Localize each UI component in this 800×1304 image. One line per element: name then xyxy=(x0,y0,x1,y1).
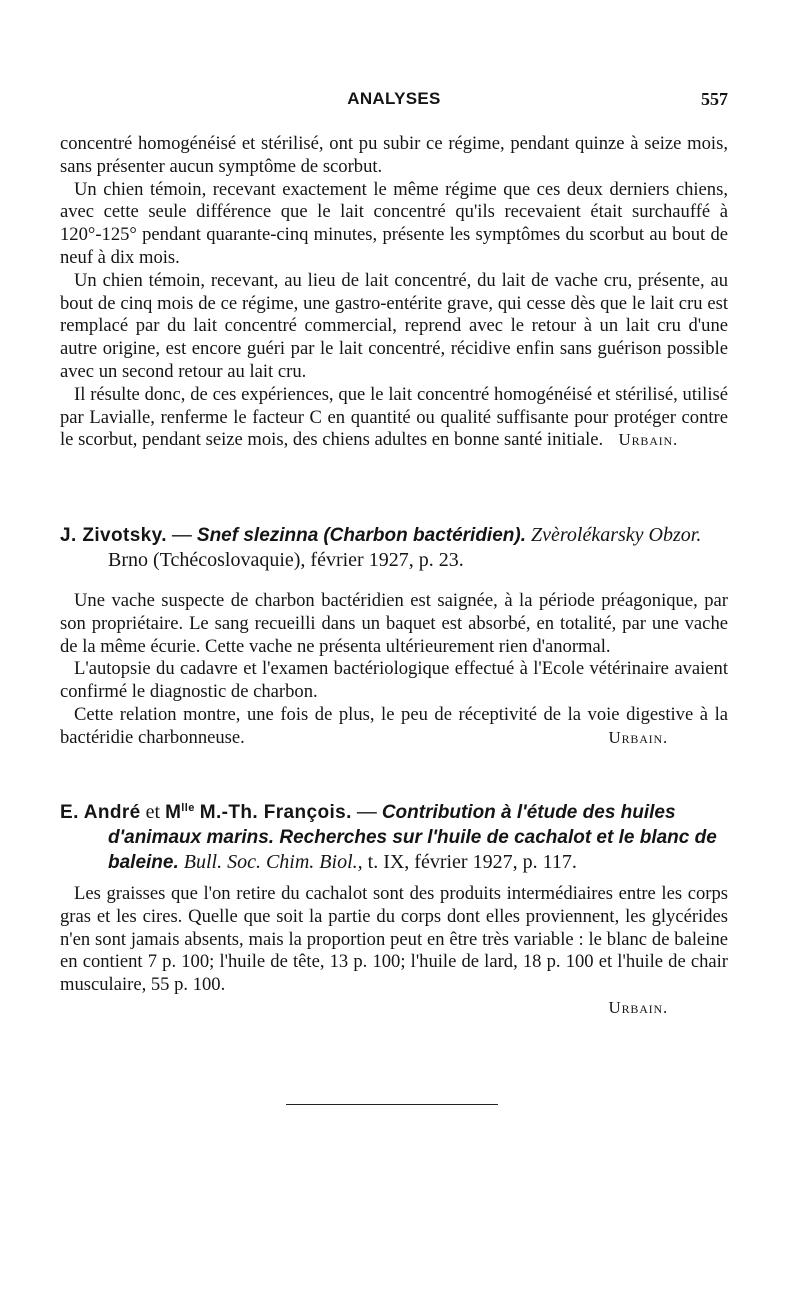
running-head xyxy=(60,88,728,112)
section-title: ANALYSES xyxy=(347,89,441,108)
article-title: Snef slezinna xyxy=(196,525,319,546)
em-dash: — xyxy=(356,801,377,823)
author-name: M.-Th. François. xyxy=(199,802,352,823)
reference-zivotsky xyxy=(60,523,728,573)
paragraph: L'autopsie du cadavre et l'examen bactériologique effectué à l'Ecole vétérinaire avaient confirmé le diagnostic de charbon. xyxy=(60,658,728,703)
page-number: 557 xyxy=(701,89,728,109)
abstract-andre-francois xyxy=(60,883,728,1020)
reviewer-signature: Urbain. xyxy=(608,727,668,747)
paragraph: Une vache suspecte de charbon bactéridien est saignée, à la période préagonique, par son propriétaire. Le sang recueilli dans un baquet est absorbé, en totalité, par une vache de la même écurie. Cette vache ne présenta ultérieurement rien d'anormal. xyxy=(60,590,728,657)
author-name: J. Zivotsky. xyxy=(60,525,167,546)
conjunction: et xyxy=(145,801,161,823)
paragraph: Cette relation montre, une fois de plus, le peu de réceptivité de la voie digestive à la bactéridie charbonneuse. xyxy=(60,703,728,748)
journal-name: Zvèrolékarsky Obzor. xyxy=(531,524,702,546)
publication-details: Brno (Tchécoslovaquie), février 1927, p. 23. xyxy=(108,549,464,571)
paragraph: Un chien témoin, recevant, au lieu de lait concentré, du lait de vache cru, présente, au bout de cinq mois de ce régime, une gastro-entérite grave, qui cesse dès que le lait cru est remplacé par du lait concentré commercial, reprend avec le retour à un lait cru d'une autre origine, est encore guéri par le lait concentré, récidive enfin sans guérison possible avec un second retour au lait cru. xyxy=(60,269,728,382)
reviewer-signature: Urbain. xyxy=(608,997,668,1017)
em-dash: — xyxy=(171,524,192,546)
abstract-continuation xyxy=(60,133,728,452)
article-title: Contribution à l'étude des huiles d'animaux marins. Recherches sur l'huile de cachalot et le blanc de baleine. xyxy=(108,802,717,873)
abstract-zivotsky xyxy=(60,590,728,750)
paragraph: Il résulte donc, de ces expériences, que le lait concentré homogénéisé et stérilisé, utilisé par Lavialle, renferme le facteur C en quantité ou qualité suffisante pour protéger contre le scorbut, pendant seize mois, des chiens adultes en bonne santé initiale. xyxy=(60,383,728,451)
paragraph: Un chien témoin, recevant exactement le même régime que ces deux derniers chiens, avec cette seule différence que le lait concentré qu'ils recevaient était surchauffé à 120°-125° pendant quarante-cinq minutes, présente les symptômes du scorbut au bout de neuf à dix mois. xyxy=(60,178,728,268)
journal-name: Bull. Soc. Chim. Biol., xyxy=(183,851,363,873)
paragraph: concentré homogénéisé et stérilisé, ont pu subir ce régime, pendant quinze à seize mois, sans présenter aucun symptôme de scorbut. xyxy=(60,133,728,177)
author-title-prefix: M xyxy=(165,802,182,823)
reference-andre-francois xyxy=(60,796,728,875)
article-title-translation: (Charbon bactéridien). xyxy=(323,525,526,546)
paragraph: Les graisses que l'on retire du cachalot sont des produits intermédiaires entre les corps gras et les cires. Quelle que soit la partie du corps dont elles proviennent, les glycérides n'en sont jamais absents, mais la proportion peut en être très variable : le blanc de baleine en contient 7 p. 100; l'huile de tête, 13 p. 100; l'huile de lard, 18 p. 100 et l'huile de chair musculaire, 55 p. 100. xyxy=(60,883,728,996)
reviewer-signature: Urbain. xyxy=(618,430,678,450)
author-title-superscript: lle xyxy=(181,802,195,814)
end-rule xyxy=(286,1104,498,1105)
author-name: E. André xyxy=(60,802,141,823)
publication-details: t. IX, février 1927, p. 117. xyxy=(367,851,577,873)
